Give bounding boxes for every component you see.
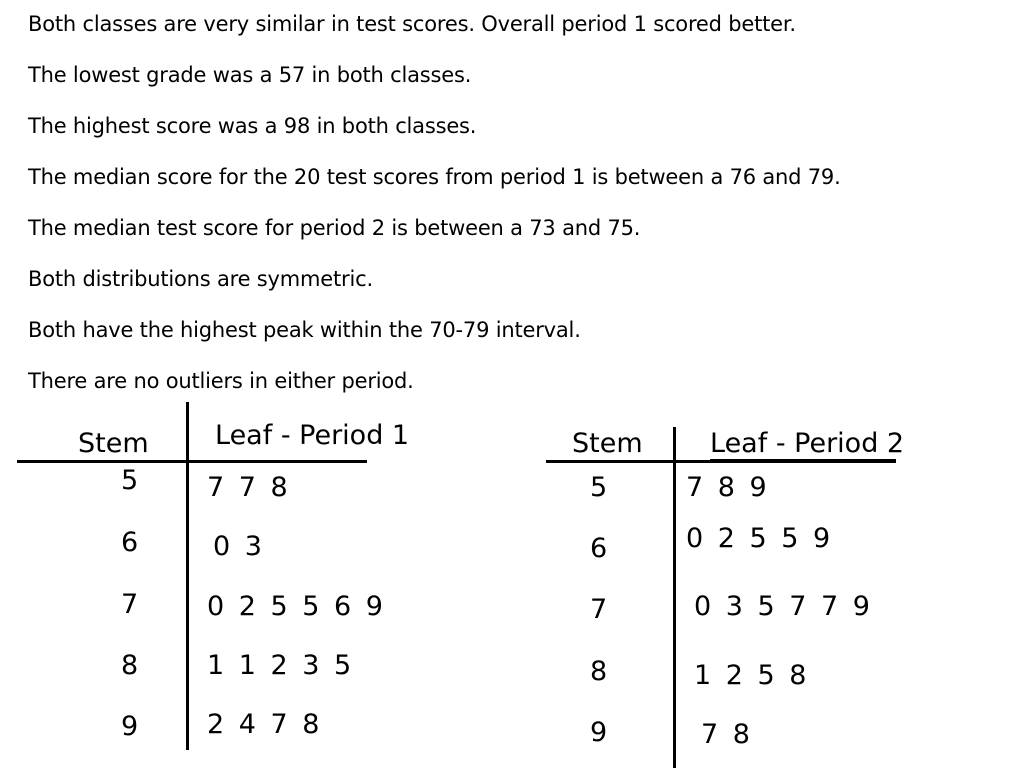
statement-highest-peak: Both have the highest peak within the 70-79 interval. (28, 318, 581, 342)
statement-lowest-grade: The lowest grade was a 57 in both classes. (28, 63, 472, 87)
plot-2-stem: 9 (590, 717, 608, 748)
plot-1-stem: 8 (121, 650, 139, 681)
plot-2-leaves: 1 2 5 8 (694, 660, 807, 691)
plot-1-leaf-header: Leaf - Period 1 (215, 420, 410, 451)
plot-2-leaf-header: Leaf - Period 2 (710, 428, 905, 459)
plot-2-divider (673, 427, 676, 768)
plot-2-leaves: 7 8 9 (686, 472, 767, 503)
statement-median-period-1: The median score for the 20 test scores from period 1 is between a 76 and 79. (28, 165, 841, 189)
plot-1-leaves: 1 1 2 3 5 (207, 650, 352, 681)
plot-1-stem: 5 (121, 465, 139, 496)
statement-no-outliers: There are no outliers in either period. (28, 369, 414, 393)
plot-1-leaves: 0 3 (213, 531, 262, 562)
statement-symmetric: Both distributions are symmetric. (28, 267, 373, 291)
plot-1-stem: 6 (121, 527, 139, 558)
plot-1-stem-header: Stem (78, 428, 149, 459)
plot-1-leaves: 0 2 5 5 6 9 (207, 591, 383, 622)
statement-median-period-2: The median test score for period 2 is between a 73 and 75. (28, 216, 641, 240)
statement-similar-scores: Both classes are very similar in test scores. Overall period 1 scored better. (28, 12, 796, 36)
plot-1-divider (186, 402, 189, 750)
plot-1-leaves: 7 7 8 (207, 472, 288, 503)
plot-2-stem: 7 (590, 594, 608, 625)
plot-2-leaves: 0 2 5 5 9 (686, 523, 831, 554)
plot-1-header-rule (17, 460, 367, 463)
plot-2-stem: 8 (590, 656, 608, 687)
plot-2-leaves: 7 8 (701, 719, 750, 750)
plot-1-leaves: 2 4 7 8 (207, 709, 320, 740)
plot-2-stem: 6 (590, 533, 608, 564)
statement-highest-score: The highest score was a 98 in both classes. (28, 114, 477, 138)
plot-2-stem-header: Stem (572, 428, 643, 459)
plot-2-stem: 5 (590, 472, 608, 503)
plot-2-leaves: 0 3 5 7 7 9 (694, 591, 870, 622)
plot-1-stem: 9 (121, 711, 139, 742)
plot-2-leaf-header-underline (710, 459, 896, 461)
plot-1-stem: 7 (121, 589, 139, 620)
